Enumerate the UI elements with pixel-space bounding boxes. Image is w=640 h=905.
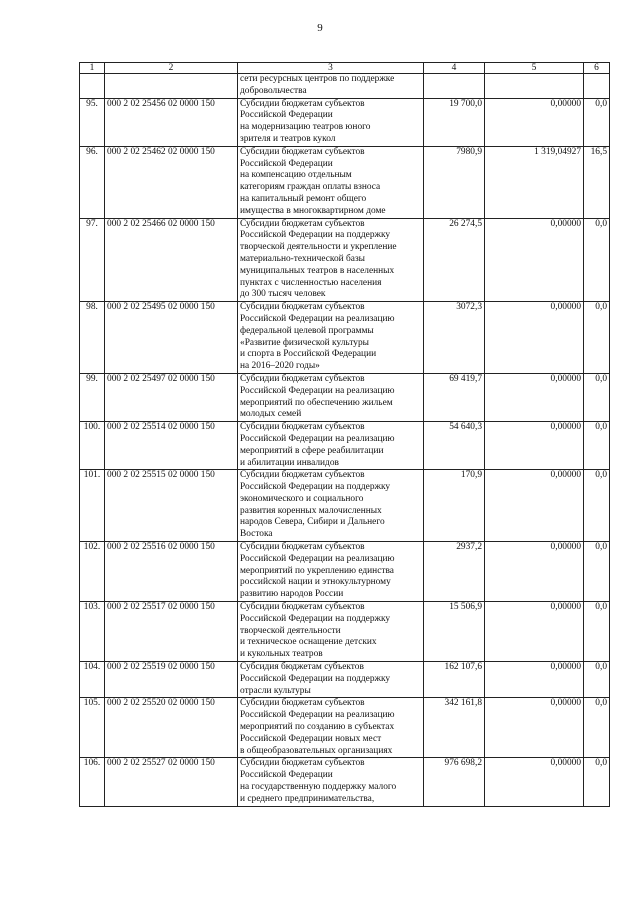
name-line: Субсидии бюджетам субъектов [240, 698, 365, 709]
table-row [80, 422, 610, 470]
name-cell [238, 758, 424, 806]
table-row [80, 302, 610, 374]
row-number-cell: 102. [80, 542, 105, 602]
name-cell [238, 302, 424, 374]
row-number-cell: 95. [80, 98, 105, 146]
budget-table [79, 62, 610, 807]
name-line: Российской Федерации на реализацию [240, 313, 395, 324]
executed-cell: 0,00000 [485, 698, 584, 758]
column-header-2: 2 [105, 63, 238, 74]
row-number-cell: 106. [80, 758, 105, 806]
percent-cell: 16,5 [584, 146, 610, 218]
name-line: муниципальных театров в населенных [240, 265, 395, 276]
name-line: Субсидии бюджетам субъектов [240, 302, 365, 313]
percent-cell: 0,0 [584, 602, 610, 662]
code-cell [105, 74, 238, 99]
name-line: и спорта в Российской Федерации [240, 349, 377, 360]
code-cell: 000 2 02 25495 02 0000 150 [105, 302, 238, 374]
executed-cell [485, 74, 584, 99]
code-cell: 000 2 02 25516 02 0000 150 [105, 542, 238, 602]
executed-cell: 0,00000 [485, 218, 584, 302]
name-cell [238, 662, 424, 698]
name-line: категориям граждан оплаты взноса [240, 182, 381, 193]
name-line: Субсидии бюджетам субъектов [240, 422, 365, 433]
percent-cell: 0,0 [584, 422, 610, 470]
name-line: Российской Федерации [240, 110, 333, 121]
column-header-6: 6 [584, 63, 610, 74]
name-line: на модернизацию театров юного [240, 122, 371, 133]
row-number-cell: 101. [80, 470, 105, 542]
name-line: добровольчества [240, 85, 307, 96]
name-line: Российской Федерации на реализацию [240, 710, 395, 721]
amount-cell: 7980,9 [424, 146, 485, 218]
name-line: Российской Федерации новых мест [240, 733, 382, 744]
name-line: и среднего предпринимательства, [240, 793, 375, 804]
name-line: на компенсацию отдельным [240, 170, 352, 181]
name-line: Российской Федерации на поддержку [240, 613, 391, 624]
name-cell [238, 470, 424, 542]
table-row [80, 470, 610, 542]
name-cell [238, 74, 424, 99]
executed-cell: 0,00000 [485, 542, 584, 602]
column-number-row [80, 63, 610, 74]
continuation-row [80, 74, 610, 99]
name-line: Российской Федерации на поддержку [240, 482, 391, 493]
name-line: на капитальный ремонт общего [240, 193, 367, 204]
name-line: на 2016–2020 годы» [240, 361, 320, 372]
name-line: пунктах с численностью населения [240, 277, 382, 288]
name-line: Субсидии бюджетам субъектов [240, 146, 365, 157]
amount-cell: 19 700,0 [424, 98, 485, 146]
name-line: развитию народов России [240, 589, 344, 600]
name-line: Субсидия бюджетам субъектов [240, 662, 364, 673]
name-line: творческой деятельности [240, 625, 341, 636]
amount-cell: 26 274,5 [424, 218, 485, 302]
name-line: и кукольных театров [240, 649, 323, 660]
name-line: Субсидии бюджетам субъектов [240, 373, 365, 384]
row-number-cell: 96. [80, 146, 105, 218]
amount-cell: 15 506,9 [424, 602, 485, 662]
column-header-5: 5 [485, 63, 584, 74]
name-line: Субсидии бюджетам субъектов [240, 602, 365, 613]
name-line: мероприятий по созданию в субъектах [240, 722, 395, 733]
name-line: Российской Федерации на реализацию [240, 385, 395, 396]
executed-cell: 0,00000 [485, 602, 584, 662]
name-line: федеральной целевой программы [240, 325, 374, 336]
amount-cell: 54 640,3 [424, 422, 485, 470]
name-line: Российской Федерации [240, 770, 333, 781]
name-line: Востока [240, 529, 273, 540]
column-header-1: 1 [80, 63, 105, 74]
row-number-cell: 98. [80, 302, 105, 374]
name-line: мероприятий по укреплению единства [240, 565, 394, 576]
amount-cell: 342 161,8 [424, 698, 485, 758]
row-number-cell: 97. [80, 218, 105, 302]
name-cell [238, 218, 424, 302]
name-line: российской нации и этнокультурному [240, 577, 391, 588]
table-row [80, 698, 610, 758]
name-line: Российской Федерации на поддержку [240, 673, 391, 684]
table-row [80, 373, 610, 421]
executed-cell: 0,00000 [485, 470, 584, 542]
name-line: Российской Федерации на поддержку [240, 230, 391, 241]
name-line: и техническое оснащение детских [240, 637, 377, 648]
executed-cell: 0,00000 [485, 98, 584, 146]
amount-cell [424, 74, 485, 99]
code-cell: 000 2 02 25497 02 0000 150 [105, 373, 238, 421]
code-cell: 000 2 02 25519 02 0000 150 [105, 662, 238, 698]
executed-cell: 0,00000 [485, 373, 584, 421]
code-cell: 000 2 02 25527 02 0000 150 [105, 758, 238, 806]
percent-cell: 0,0 [584, 218, 610, 302]
name-line: материально-технической базы [240, 253, 365, 264]
name-line: Субсидии бюджетам субъектов [240, 758, 365, 769]
name-cell [238, 98, 424, 146]
name-line: сети ресурсных центров по поддержке [240, 74, 395, 84]
name-line: отрасли культуры [240, 685, 311, 696]
row-number-cell: 103. [80, 602, 105, 662]
code-cell: 000 2 02 25517 02 0000 150 [105, 602, 238, 662]
name-line: имущества в многоквартирном доме [240, 205, 386, 216]
percent-cell: 0,0 [584, 698, 610, 758]
amount-cell: 162 107,6 [424, 662, 485, 698]
executed-cell: 0,00000 [485, 422, 584, 470]
amount-cell: 69 419,7 [424, 373, 485, 421]
percent-cell: 0,0 [584, 470, 610, 542]
percent-cell: 0,0 [584, 302, 610, 374]
name-cell [238, 542, 424, 602]
row-number-cell: 100. [80, 422, 105, 470]
amount-cell: 2937,2 [424, 542, 485, 602]
executed-cell: 1 319,04927 [485, 146, 584, 218]
name-line: мероприятий по обеспечению жильем [240, 397, 393, 408]
percent-cell [584, 74, 610, 99]
code-cell: 000 2 02 25462 02 0000 150 [105, 146, 238, 218]
percent-cell: 0,0 [584, 758, 610, 806]
name-line: молодых семей [240, 409, 302, 420]
name-line: до 300 тысяч человек [240, 289, 326, 300]
executed-cell: 0,00000 [485, 662, 584, 698]
amount-cell: 170,9 [424, 470, 485, 542]
name-line: на государственную поддержку малого [240, 782, 397, 793]
table-row [80, 146, 610, 218]
code-cell: 000 2 02 25456 02 0000 150 [105, 98, 238, 146]
name-line: Субсидии бюджетам субъектов [240, 542, 365, 553]
table-row [80, 98, 610, 146]
table-row [80, 758, 610, 806]
page-number: 9 [317, 22, 323, 34]
name-line: зрителя и театров кукол [240, 133, 336, 144]
executed-cell: 0,00000 [485, 302, 584, 374]
code-cell: 000 2 02 25514 02 0000 150 [105, 422, 238, 470]
table-row [80, 602, 610, 662]
name-line: мероприятий в сфере реабилитации [240, 445, 384, 456]
name-cell [238, 422, 424, 470]
name-line: Субсидии бюджетам субъектов [240, 98, 365, 109]
name-line: Субсидии бюджетам субъектов [240, 470, 365, 481]
name-line: Российской Федерации на реализацию [240, 553, 395, 564]
name-line: творческой деятельности и укрепление [240, 242, 397, 253]
executed-cell: 0,00000 [485, 758, 584, 806]
name-cell [238, 373, 424, 421]
name-line: Российской Федерации [240, 158, 333, 169]
name-line: Российской Федерации на реализацию [240, 433, 395, 444]
name-line: развития коренных малочисленных [240, 505, 382, 516]
name-line: «Развитие физической культуры [240, 337, 369, 348]
name-line: в общеобразовательных организациях [240, 745, 393, 756]
name-line: Субсидии бюджетам субъектов [240, 218, 365, 229]
name-line: экономического и социального [240, 493, 364, 504]
row-number-cell: 104. [80, 662, 105, 698]
percent-cell: 0,0 [584, 662, 610, 698]
row-number-cell: 105. [80, 698, 105, 758]
name-line: народов Севера, Сибири и Дальнего [240, 517, 385, 528]
percent-cell: 0,0 [584, 98, 610, 146]
column-header-3: 3 [238, 63, 424, 74]
name-cell [238, 146, 424, 218]
name-cell [238, 698, 424, 758]
column-header-4: 4 [424, 63, 485, 74]
table-row [80, 218, 610, 302]
name-cell [238, 602, 424, 662]
table-row [80, 662, 610, 698]
code-cell: 000 2 02 25520 02 0000 150 [105, 698, 238, 758]
amount-cell: 3072,3 [424, 302, 485, 374]
table-body [80, 74, 610, 807]
amount-cell: 976 698,2 [424, 758, 485, 806]
code-cell: 000 2 02 25466 02 0000 150 [105, 218, 238, 302]
row-number-cell [80, 74, 105, 99]
table-row [80, 542, 610, 602]
name-line: и абилитации инвалидов [240, 457, 339, 468]
percent-cell: 0,0 [584, 542, 610, 602]
code-cell: 000 2 02 25515 02 0000 150 [105, 470, 238, 542]
percent-cell: 0,0 [584, 373, 610, 421]
row-number-cell: 99. [80, 373, 105, 421]
